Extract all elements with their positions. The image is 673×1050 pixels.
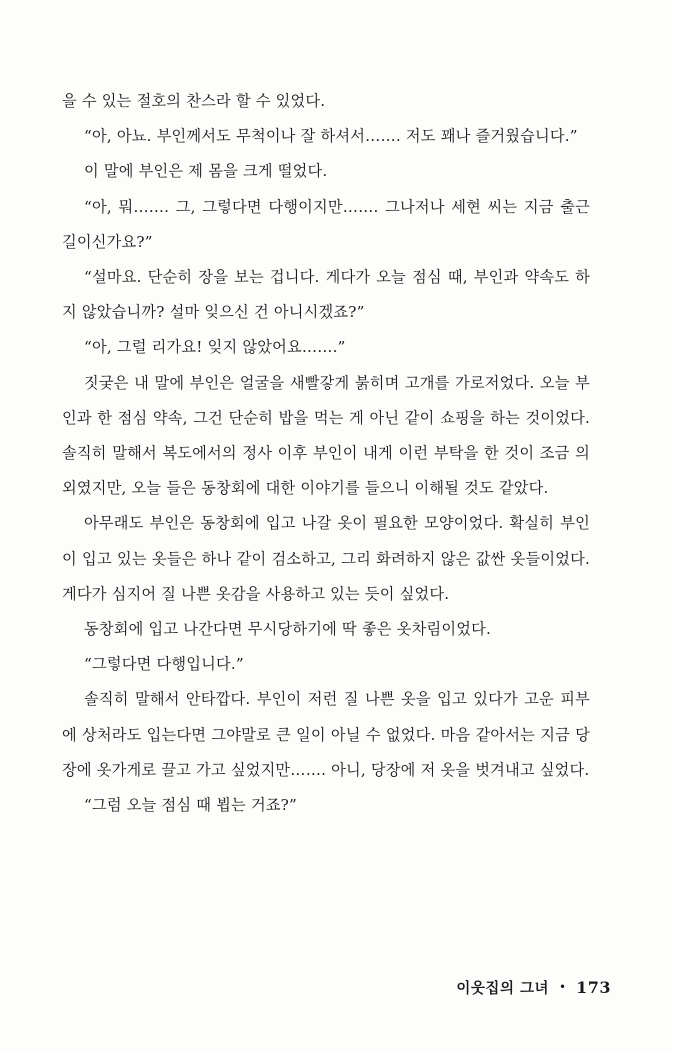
page-body-text	[62, 84, 590, 823]
page-number: 173	[576, 978, 611, 997]
paragraph: “아, 아뇨. 부인께서도 무척이나 잘 하셔서……. 저도 꽤나 즐거웠습니다.”	[84, 127, 578, 146]
paragraph: 을 수 있는 절호의 찬스라 할 수 있었다.	[62, 92, 326, 110]
paragraph: “그렇다면 다행입니다.”	[84, 655, 244, 674]
paragraph: 짓궂은 내 말에 부인은 얼굴을 새빨갛게 붉히며 고개를 가로저었다. 오늘 부인과 한 점심 약속, 그건 단순히 밥을 먹는 게 아닌 같이 쇼핑을 하는 것이었다. 솔직히 말해서 복도에서의 정사 이후 부인이 내게 이런 부탁을 한 것이 조금 의외였지만, 오늘 들은 동창회에 대한 이야기를 들으니 이해될 것도 같았다.	[62, 373, 590, 498]
footer-separator-dot: •	[559, 980, 567, 994]
paragraph: “아, 뭐……. 그, 그렇다면 다행이지만……. 그나저나 세현 씨는 지금 출근길이신가요?”	[62, 197, 590, 251]
book-title: 이웃집의 그녀	[456, 980, 550, 997]
page-footer	[62, 977, 611, 998]
paragraph: “그럼 오늘 점심 때 뵙는 거죠?”	[84, 796, 297, 815]
paragraph: 아무래도 부인은 동창회에 입고 나갈 옷이 필요한 모양이었다. 확실히 부인이 입고 있는 옷들은 하나 같이 검소하고, 그리 화려하지 않은 값싼 옷들이었다. 게다가 심지어 질 나쁜 옷감을 사용하고 있는 듯이 싶었다.	[62, 514, 590, 603]
paragraph: “아, 그럴 리가요! 잊지 않았어요…….”	[84, 338, 346, 357]
paragraph: 이 말에 부인은 제 몸을 크게 떨었다.	[84, 162, 328, 181]
paragraph: “설마요. 단순히 장을 보는 겁니다. 게다가 오늘 점심 때, 부인과 약속도 하지 않았습니까? 설마 잊으신 건 아니시겠죠?”	[62, 268, 590, 322]
paragraph: 솔직히 말해서 안타깝다. 부인이 저런 질 나쁜 옷을 입고 있다가 고운 피부에 상처라도 입는다면 그야말로 큰 일이 아닐 수 없었다. 마음 같아서는 지금 당장에 옷가게로 끌고 가고 싶었지만……. 아니, 당장에 저 옷을 벗겨내고 싶었다.	[62, 690, 590, 779]
paragraph: 동창회에 입고 나간다면 무시당하기에 딱 좋은 옷차림이었다.	[84, 620, 491, 639]
